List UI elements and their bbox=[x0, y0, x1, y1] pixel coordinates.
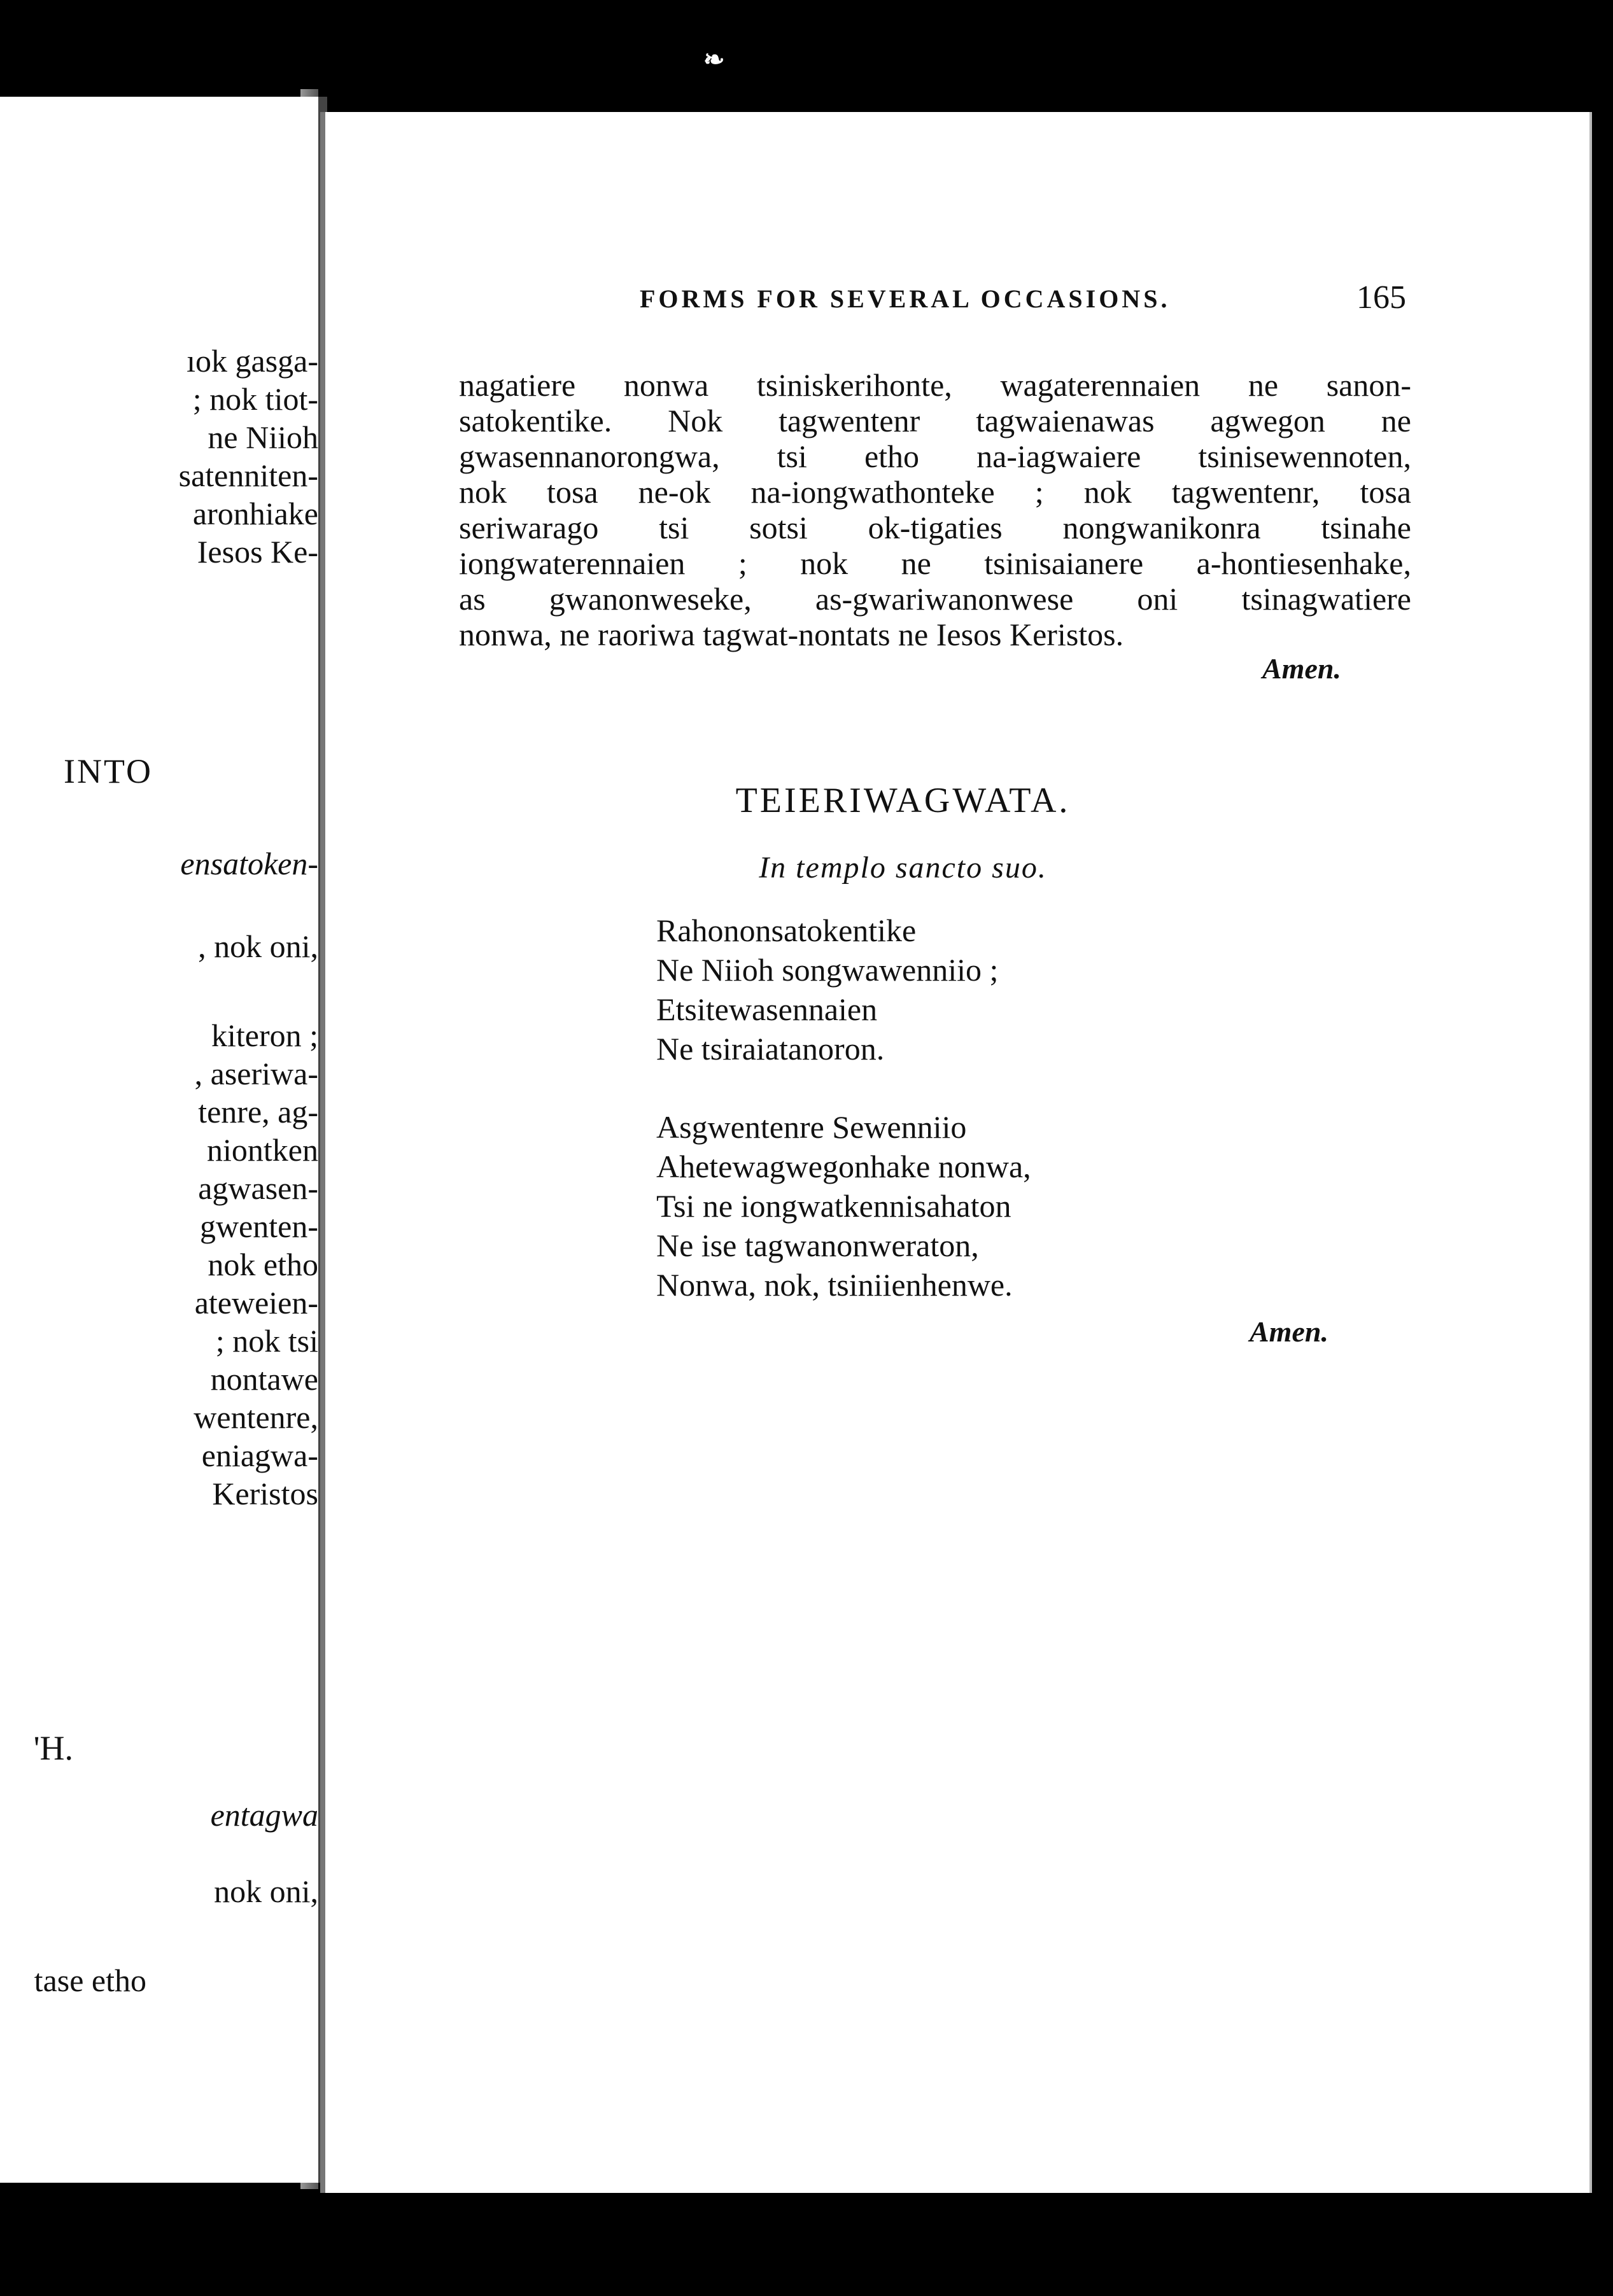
left-text-line: ateweien- bbox=[194, 1285, 318, 1320]
verse-line: Ahetewagwegonhake nonwa, bbox=[656, 1149, 1031, 1184]
left-page bbox=[0, 97, 327, 2183]
left-text-line: Keristos bbox=[212, 1476, 318, 1511]
left-text-line: , nok oni, bbox=[198, 928, 318, 964]
left-text-line: tenre, ag- bbox=[198, 1094, 318, 1130]
section-subtitle-text: In templo sancto suo. bbox=[759, 851, 1047, 885]
verse-line: Ne tsiraiatanoron. bbox=[656, 1031, 885, 1067]
left-text-line: ne Niioh bbox=[208, 419, 318, 455]
running-header: FORMS FOR SEVERAL OCCASIONS. bbox=[640, 284, 1171, 313]
section-subtitle bbox=[325, 850, 1582, 885]
left-text-line: eniagwa- bbox=[201, 1438, 318, 1473]
scan-mark: ❧ bbox=[703, 45, 725, 74]
prose-line: iongwaterennaien ; nok ne tsinisaianere a-hontiesenhake, bbox=[459, 545, 1411, 581]
left-text-line: nok oni, bbox=[214, 1873, 318, 1909]
verse-line: Ne Niioh songwawenniio ; bbox=[656, 952, 999, 988]
left-section-heading: INTO bbox=[64, 752, 153, 790]
verse-line: Tsi ne iongwatkennisahaton bbox=[656, 1188, 1011, 1224]
prose-line: as gwanonweseke, as-gwariwanonwese oni tsinagwatiere bbox=[459, 581, 1411, 617]
left-text-line: tase etho bbox=[34, 1963, 146, 1998]
left-text-line: gwenten- bbox=[199, 1208, 318, 1244]
prose-line: gwasennanorongwa, tsi etho na-iagwaiere tsinisewennoten, bbox=[459, 438, 1411, 474]
amen-closing: Amen. bbox=[1250, 1315, 1328, 1348]
section-title bbox=[325, 780, 1582, 821]
left-text-line: nok etho bbox=[208, 1247, 318, 1282]
left-text-line: satenniten- bbox=[178, 458, 318, 493]
left-text-line: ; nok tsi bbox=[215, 1323, 318, 1359]
prose-line: nonwa, ne raoriwa tagwat-nontats ne Iesos Keristos. bbox=[459, 617, 1124, 652]
left-text-line: agwasen- bbox=[198, 1170, 318, 1206]
left-text-line: entagwa bbox=[210, 1797, 318, 1833]
left-text-line: nontawe bbox=[210, 1361, 318, 1397]
left-text-line: aronhiake bbox=[192, 496, 318, 531]
section-title-text: TEIERIWAGWATA. bbox=[735, 781, 1071, 820]
left-text-line: ; nok tiot- bbox=[192, 381, 318, 417]
left-text-line: , aseriwa- bbox=[194, 1056, 318, 1091]
left-text-line: niontken bbox=[207, 1132, 318, 1168]
verse-line: Etsitewasennaien bbox=[656, 991, 878, 1027]
verse-line: Asgwentenre Sewenniio bbox=[656, 1109, 967, 1145]
left-text-line: Iesos Ke- bbox=[197, 534, 318, 570]
verse-line: Rahononsatokentike bbox=[656, 913, 917, 948]
prose-line: nagatiere nonwa tsiniskerihonte, wagaterennaien ne sanon- bbox=[459, 367, 1411, 403]
left-text-line: kiteron ; bbox=[211, 1018, 318, 1053]
verse-line: Nonwa, nok, tsiniienhenwe. bbox=[656, 1267, 1013, 1303]
page-number: 165 bbox=[1356, 279, 1406, 316]
verse-line: Ne ise tagwanonweraton, bbox=[656, 1228, 979, 1263]
left-text-line: wentenre, bbox=[194, 1399, 318, 1435]
prose-line: seriwarago tsi sotsi ok-tigaties nongwanikonra tsinahe bbox=[459, 510, 1411, 545]
right-page bbox=[320, 112, 1589, 2193]
left-text-line: ensatoken- bbox=[180, 846, 318, 881]
left-text-line: ıok gasga- bbox=[187, 343, 318, 379]
left-section-heading: 'H. bbox=[33, 1729, 73, 1767]
prose-line: nok tosa ne-ok na-iongwathonteke ; nok tagwentenr, tosa bbox=[459, 474, 1411, 510]
amen-closing: Amen. bbox=[1262, 652, 1341, 685]
prose-line: satokentike. Nok tagwentenr tagwaienawas agwegon ne bbox=[459, 403, 1411, 438]
